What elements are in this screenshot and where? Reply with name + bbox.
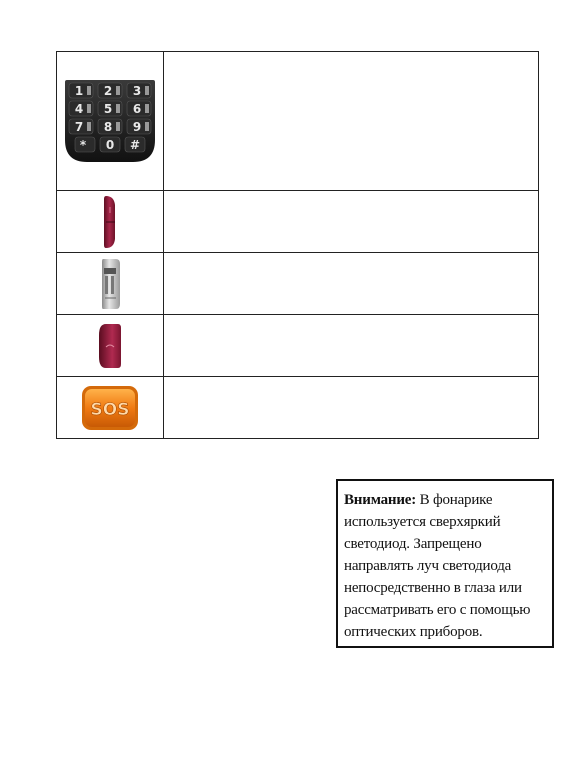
icon-cell bbox=[57, 315, 164, 377]
icon-cell bbox=[57, 191, 164, 253]
description-cell bbox=[164, 315, 539, 377]
buttons-table bbox=[56, 51, 539, 439]
icon-cell bbox=[57, 377, 164, 439]
keypad-icon bbox=[63, 78, 157, 164]
sos-button-icon bbox=[81, 385, 139, 431]
table-row bbox=[57, 315, 539, 377]
key-label: * bbox=[79, 138, 87, 152]
description-cell bbox=[164, 52, 539, 191]
key-label: 2 bbox=[103, 84, 113, 98]
description-cell bbox=[164, 191, 539, 253]
table-row bbox=[57, 377, 539, 439]
table-row bbox=[57, 253, 539, 315]
key-label: 4 bbox=[74, 102, 84, 116]
icon-cell bbox=[57, 52, 164, 191]
key-label: 8 bbox=[103, 120, 113, 134]
key-label: 6 bbox=[132, 102, 142, 116]
key-label: 5 bbox=[103, 102, 113, 116]
description-cell bbox=[164, 253, 539, 315]
key-label: 7 bbox=[74, 120, 84, 134]
table-row bbox=[57, 52, 539, 191]
key-label: 0 bbox=[105, 138, 115, 152]
table-row bbox=[57, 191, 539, 253]
key-label: 1 bbox=[74, 84, 84, 98]
warning-label: Внимание: bbox=[344, 492, 417, 508]
flashlight-switch-icon bbox=[99, 258, 121, 310]
key-label: 9 bbox=[132, 120, 142, 134]
key-label: 3 bbox=[132, 84, 142, 98]
icon-cell bbox=[57, 253, 164, 315]
key-label: # bbox=[129, 138, 141, 152]
warning-text: В фонарике используется сверхяркий светодиод. Запрещено направлять луч светодиода непосредственно в глаза или рассматривать его с помощью оптических приборов. bbox=[344, 492, 531, 640]
side-key-icon bbox=[98, 323, 122, 369]
sos-label: SOS bbox=[90, 399, 130, 420]
description-cell bbox=[164, 377, 539, 439]
side-volume-keys-icon bbox=[102, 195, 118, 249]
warning-box bbox=[336, 479, 554, 648]
